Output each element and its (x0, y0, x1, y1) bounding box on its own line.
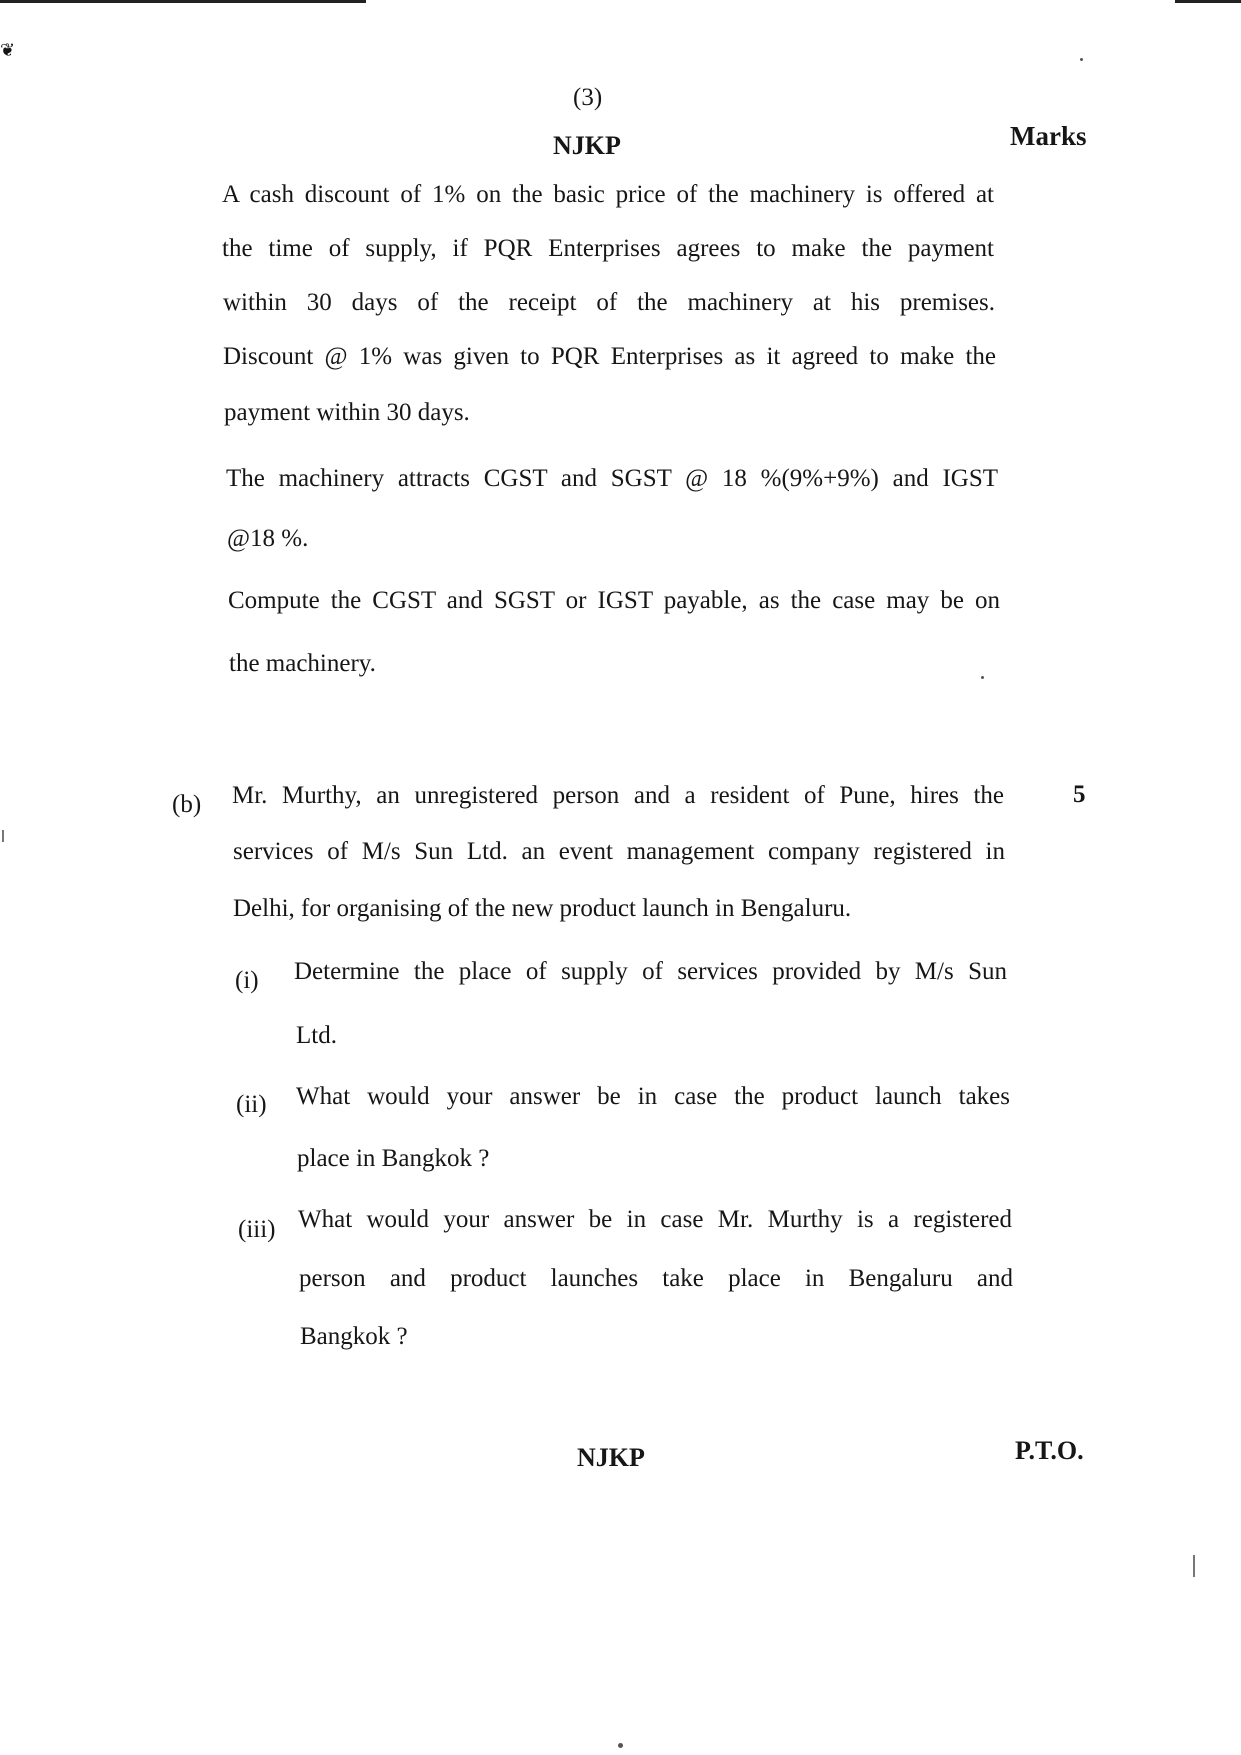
text-line: The machinery attracts CGST and SGST @ 18 %(9%+9%) and IGST (226, 465, 998, 492)
scan-top-edge-right (1175, 0, 1241, 3)
text-line: the time of supply, if PQR Enterprises agrees to make the payment (222, 235, 994, 262)
scan-top-edge-left (0, 0, 366, 3)
paper-code-footer: NJKP (577, 1443, 645, 1472)
text-line: the machinery. (229, 650, 376, 677)
text-line: within 30 days of the receipt of the machinery at his premises. (223, 289, 995, 316)
scan-margin-tick (2, 830, 4, 842)
text-line: payment within 30 days. (224, 399, 470, 426)
scan-speck (981, 676, 984, 679)
text-line: @18 %. (227, 525, 309, 552)
text-line: Mr. Murthy, an unregistered person and a resident of Pune, hires the (232, 782, 1004, 809)
subquestion-label: (ii) (236, 1091, 267, 1118)
subquestion-label: (iii) (238, 1216, 276, 1243)
text-line: Compute the CGST and SGST or IGST payable, as the case may be on (228, 587, 1000, 614)
subquestion-label: (i) (235, 967, 259, 994)
text-line: services of M/s Sun Ltd. an event management company registered in (233, 838, 1005, 865)
text-line: Determine the place of supply of services provided by M/s Sun (294, 958, 1007, 985)
text-line: Ltd. (296, 1022, 337, 1049)
scan-corner-mark: ❦ (0, 40, 16, 60)
text-line: What would your answer be in case Mr. Murthy is a registered (298, 1206, 1012, 1233)
text-line: A cash discount of 1% on the basic price of the machinery is offered at (222, 181, 994, 208)
text-line: Bangkok ? (300, 1323, 408, 1350)
text-line: What would your answer be in case the product launch takes (296, 1083, 1010, 1110)
text-line: person and product launches take place in Bengaluru and (299, 1265, 1013, 1292)
marks-column-heading: Marks (1010, 121, 1087, 151)
part-b-marks: 5 (1073, 781, 1086, 808)
scan-margin-tick (1193, 1555, 1195, 1577)
scan-speck (1080, 58, 1083, 61)
part-b-label: (b) (172, 791, 202, 818)
text-line: Discount @ 1% was given to PQR Enterprises as it agreed to make the (223, 343, 996, 370)
text-line: place in Bangkok ? (297, 1145, 490, 1172)
paper-code-header: NJKP (553, 131, 621, 160)
page-number: (3) (573, 84, 603, 111)
please-turn-over: P.T.O. (1015, 1436, 1084, 1465)
text-line: Delhi, for organising of the new product launch in Bengaluru. (233, 895, 852, 922)
scan-speck (618, 1743, 623, 1748)
